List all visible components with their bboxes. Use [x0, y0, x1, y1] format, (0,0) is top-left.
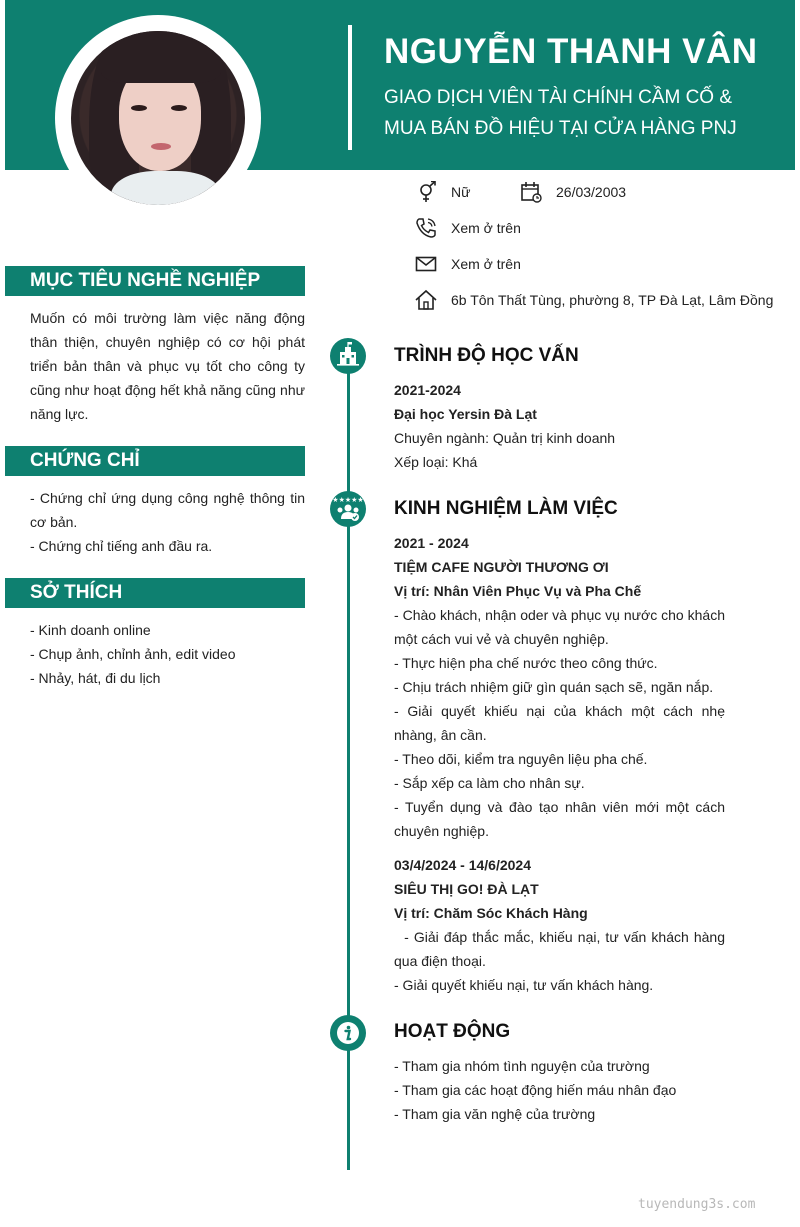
- school-icon: [330, 338, 366, 374]
- school-name: Đại học Yersin Đà Lạt: [394, 406, 537, 422]
- list-item: - Chụp ảnh, chỉnh ảnh, edit video: [30, 646, 236, 662]
- avatar: [71, 31, 245, 205]
- list-item: - Chào khách, nhận oder và phục vụ nước cho khách một cách vui vẻ và chuyên nghiệp.: [394, 607, 725, 647]
- job-company: SIÊU THỊ GO! ĐÀ LẠT: [394, 881, 539, 897]
- job-title-line-2: MUA BÁN ĐỒ HIỆU TẠI CỬA HÀNG PNJ: [384, 118, 737, 139]
- name-divider: [348, 25, 352, 150]
- certificates-heading: CHỨNG CHỈ: [5, 446, 305, 476]
- activities-heading: HOẠT ĐỘNG: [394, 1021, 511, 1042]
- experience-job-2: [394, 853, 729, 997]
- list-item: - Tham gia văn nghệ của trường: [394, 1106, 596, 1122]
- hobbies-heading: SỞ THÍCH: [5, 578, 305, 608]
- address-value: 6b Tôn Thất Tùng, phường 8, TP Đà Lạt, Lâm Đồng: [451, 292, 774, 308]
- birthday-value: 26/03/2003: [556, 184, 627, 200]
- certificates-list: [30, 486, 305, 558]
- calendar-icon: [520, 181, 542, 203]
- list-item: - Chịu trách nhiệm giữ gìn quán sạch sẽ, ngăn nắp.: [394, 679, 714, 695]
- hobbies-list: [30, 618, 305, 690]
- list-item: - Tham gia nhóm tình nguyện của trường: [394, 1058, 650, 1074]
- job-position: Vị trí: Nhân Viên Phục Vụ và Pha Chế: [394, 583, 642, 599]
- education-period: 2021-2024: [394, 382, 461, 398]
- job-period: 03/4/2024 - 14/6/2024: [394, 857, 532, 873]
- list-item: - Tham gia các hoạt động hiến máu nhân đạo: [394, 1082, 677, 1098]
- activities-list: [394, 1054, 725, 1126]
- list-item: - Giải quyết khiếu nại của khách một cách nhẹ nhàng, ân cần.: [394, 703, 725, 743]
- education-grade: Xếp loại: Khá: [394, 454, 478, 470]
- watermark: tuyendung3s.com: [638, 1197, 756, 1212]
- info-icon: [330, 1015, 366, 1051]
- job-title: [384, 82, 784, 144]
- objective-heading: MỤC TIÊU NGHỀ NGHIỆP: [5, 266, 305, 296]
- job-position: Vị trí: Chăm Sóc Khách Hàng: [394, 905, 588, 921]
- mail-icon: [415, 253, 437, 275]
- email-value: Xem ở trên: [451, 256, 521, 272]
- phone-value: Xem ở trên: [451, 220, 521, 236]
- job-period: 2021 - 2024: [394, 535, 469, 551]
- phone-icon: [415, 217, 437, 239]
- list-item: - Giải đáp thắc mắc, khiếu nại, tư vấn khách hàng qua điện thoại.: [394, 929, 729, 969]
- home-icon: [415, 289, 437, 311]
- list-item: - Tuyển dụng và đào tạo nhân viên mới một cách chuyên nghiệp.: [394, 799, 725, 839]
- candidate-name: NGUYỄN THANH VÂN: [384, 32, 758, 71]
- job-company: TIỆM CAFE NGƯỜI THƯƠNG ƠI: [394, 559, 609, 575]
- list-item: - Theo dõi, kiểm tra nguyên liệu pha chế.: [394, 751, 648, 767]
- education-major: Chuyên ngành: Quản trị kinh doanh: [394, 430, 616, 446]
- list-item: - Nhảy, hát, đi du lịch: [30, 670, 161, 686]
- education-heading: TRÌNH ĐỘ HỌC VẤN: [394, 345, 579, 366]
- education-section: [394, 378, 725, 474]
- svg-text:★★★★★: ★★★★★: [332, 496, 364, 504]
- list-item: - Sắp xếp ca làm cho nhân sự.: [394, 775, 585, 791]
- experience-job-1: [394, 531, 725, 843]
- list-item: - Thực hiện pha chế nước theo công thức.: [394, 655, 658, 671]
- list-item: - Kinh doanh online: [30, 622, 151, 638]
- objective-text: Muốn có môi trường làm việc năng động thân thiện, chuyên nghiệp có cơ hội phát triển bản thân và phục vụ tốt cho công ty cũng như hoạt động hết khả năng cũng như năng lực.: [30, 310, 305, 422]
- work-rating-icon: [330, 491, 366, 527]
- gender-icon: [415, 181, 437, 203]
- list-item: - Giải quyết khiếu nại, tư vấn khách hàng.: [394, 977, 654, 993]
- gender-value: Nữ: [451, 184, 471, 200]
- job-title-line-1: GIAO DỊCH VIÊN TÀI CHÍNH CẦM CỐ &: [384, 87, 733, 108]
- experience-heading: KINH NGHIỆM LÀM VIỆC: [394, 498, 618, 519]
- list-item: - Chứng chỉ tiếng anh đầu ra.: [30, 538, 213, 554]
- list-item: - Chứng chỉ ứng dụng công nghệ thông tin cơ bản.: [30, 490, 305, 530]
